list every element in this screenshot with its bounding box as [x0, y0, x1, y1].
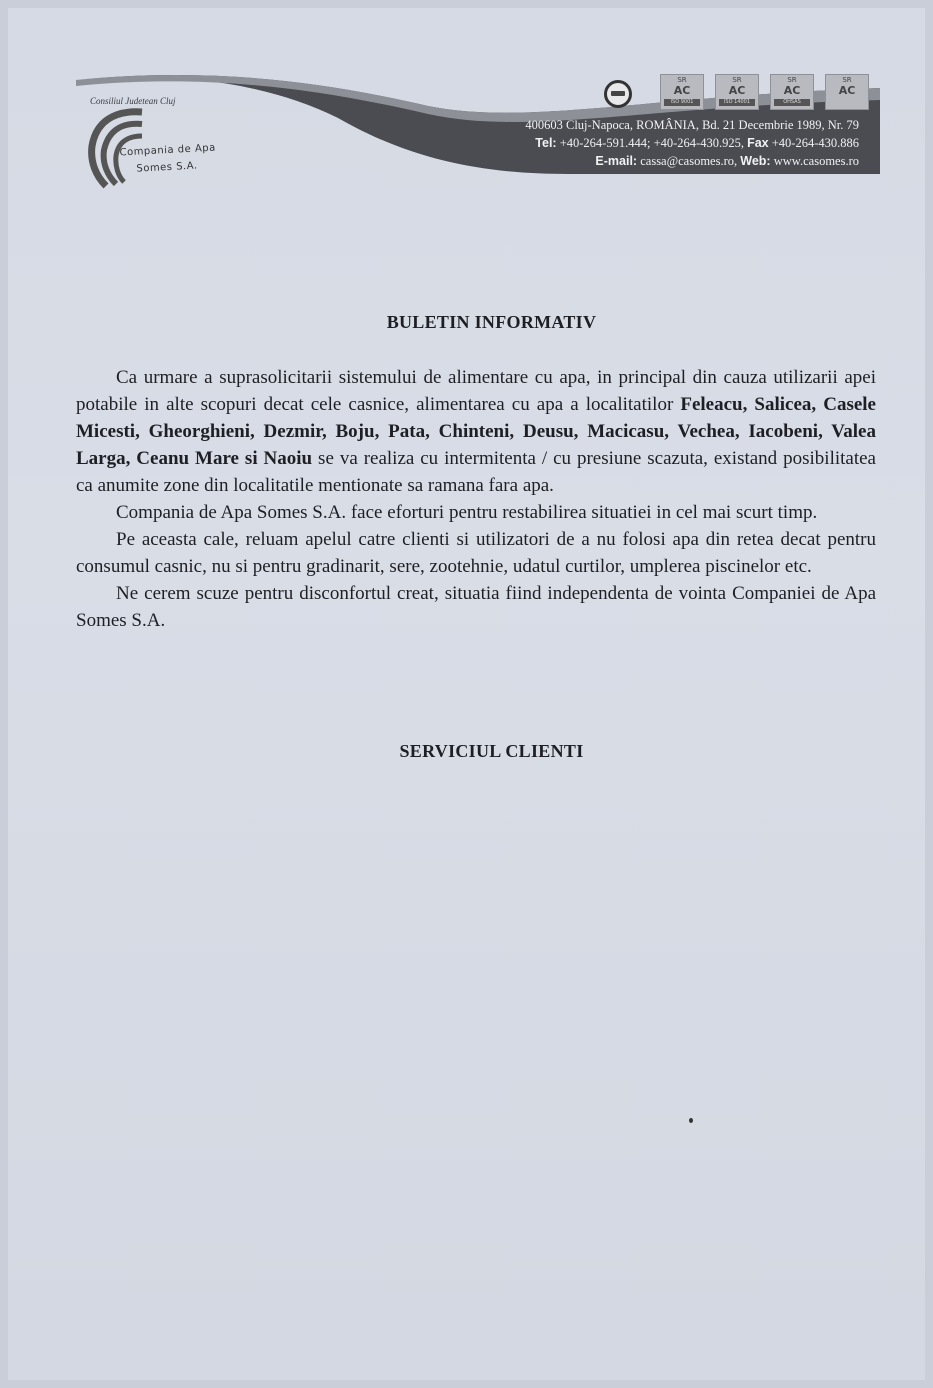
paragraph-3: Pe aceasta cale, reluam apelul catre clienti si utilizatori de a nu folosi apa din retea decat pentru consumul casnic, nu si pentru gradinarit, sere, zootehnie, udatul curtilor, umplerea piscinelor etc.: [76, 529, 876, 577]
paragraph-1-end: se va realiza cu intermitenta / cu presiune scazuta, existand posibilitatea ca anumite zone din localitatile mentionate sa ramana fara apa.: [76, 448, 876, 496]
letterhead: [8, 8, 925, 208]
paragraph-4: Ne cerem scuze pentru disconfortul creat, situatia fiind independenta de vointa Companiei de Apa Somes S.A.: [76, 583, 876, 631]
company-address: 400603 Cluj-Napoca, ROMÂNIA, Bd. 21 Decembrie 1989, Nr. 79: [525, 118, 859, 132]
signature: SERVICIUL CLIENTI: [399, 741, 584, 761]
document-page: [8, 8, 925, 1380]
document-title: BULETIN INFORMATIV: [386, 312, 597, 332]
paper-speck: [689, 1118, 693, 1123]
document-body: [76, 364, 876, 634]
email-label: E-mail:: [595, 154, 638, 168]
phone-line: [525, 134, 859, 152]
certification-badge: SR AC ISO 14001: [715, 74, 759, 110]
certification-badge: SR AC ISO 9001: [660, 74, 704, 110]
email-value: cassa@casomes.ro,: [640, 154, 738, 168]
tel-label: Tel:: [535, 136, 557, 150]
certification-badge: SR AC: [825, 74, 869, 110]
logo-line-1: Compania de Apa: [119, 142, 217, 159]
web-label: Web:: [740, 154, 771, 168]
certification-badge: SR AC OHSAS: [770, 74, 814, 110]
company-logo-text: [119, 140, 217, 179]
web-value: www.casomes.ro: [773, 154, 859, 168]
tel-value: +40-264-591.444; +40-264-430.925,: [559, 136, 744, 150]
council-name: Consiliul Judetean Cluj: [90, 96, 176, 106]
paragraph-2: Compania de Apa Somes S.A. face eforturi pentru restabilirea situatiei in cel mai scurt timp.: [116, 502, 818, 523]
logo-line-2: Somes S.A.: [136, 160, 198, 175]
localities-list: Feleacu, Salicea, Casele Micesti, Gheorghieni, Dezmir, Boju, Pata, Chinteni, Deusu, Macicasu, Vechea, Iacobeni, Valea Larga, Ceanu Mare si Naoiu: [76, 394, 876, 469]
paragraph-1-start: Ca urmare a suprasolicitarii sistemului de alimentare cu apa, in principal din cauza utilizarii apei potabile in alte scopuri decat cele casnice, alimentarea cu apa a localitatilor: [76, 367, 876, 415]
certification-seal-icon: [604, 80, 632, 108]
fax-label: Fax: [747, 136, 769, 150]
paragraph-1: [76, 364, 876, 499]
web-line: [525, 152, 859, 170]
fax-value: +40-264-430.886: [771, 136, 859, 150]
contact-block: [525, 116, 859, 170]
